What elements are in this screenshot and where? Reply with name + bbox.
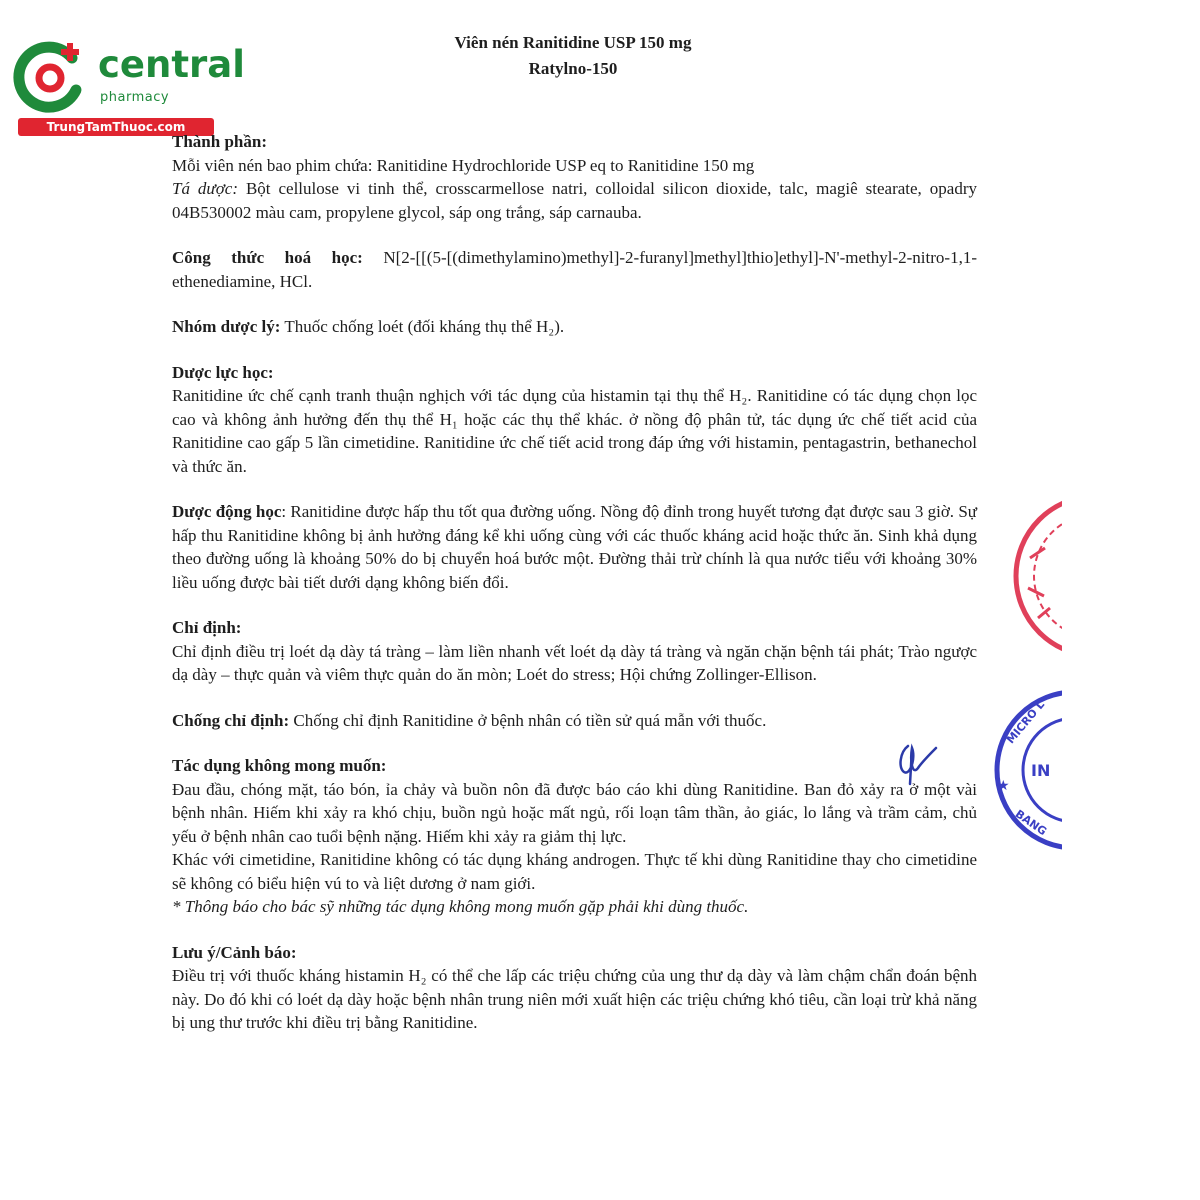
brand-sub: pharmacy xyxy=(100,90,170,105)
blue-stamp-icon xyxy=(985,690,1062,850)
section-heading: Lưu ý/Cảnh báo: xyxy=(172,942,297,962)
section-warnings xyxy=(172,941,977,1035)
brand-name: central xyxy=(98,43,245,86)
warnings-text: Điều trị với thuốc kháng histamin H₂ có thể che lấp các triệu chứng của ung thư dạ dày và làm chậm chẩn đoán bệnh này. Do đó khi có loét dạ dày hoặc bệnh nhân trung niên mới xuất hiện các triệu chứng khó tiêu, cần loại trừ khả năng bị ung thư trước khi điều trị bằng Ranitidine. xyxy=(172,966,977,1032)
contraindications-text: Chống chỉ định Ranitidine ở bệnh nhân có tiền sử quá mẫn với thuốc. xyxy=(289,710,767,730)
section-heading: Dược động học xyxy=(172,502,282,521)
section-composition xyxy=(172,130,977,224)
excipients-text: Bột cellulose vi tinh thể, crosscarmellose natri, colloidal silicon dioxide, talc, magiê stearate, opadry 04B530002 màu cam, propylene glycol, sáp ong trắng, sáp carnauba. xyxy=(172,179,977,222)
document-header xyxy=(0,30,1146,82)
section-side-effects xyxy=(172,754,977,919)
section-heading: Nhóm dược lý: xyxy=(172,317,281,336)
blue-stamp-star: ★ xyxy=(997,778,1010,794)
document-subtitle: Ratylno-150 xyxy=(528,59,618,78)
excipients-label: Tá dược: xyxy=(172,179,238,198)
section-heading: Chỉ định: xyxy=(172,618,242,637)
indications-text: Chỉ định điều trị loét dạ dày tá tràng – làm liền nhanh vết loét dạ dày tá tràng và ngăn chặn bệnh tái phát; Trào ngược dạ dày – thực quản và viêm thực quản do ăn mòn; Loét do stress; Hội chứng Zollinger-Ellison. xyxy=(172,641,977,684)
document-title: Viên nén Ranitidine USP 150 mg xyxy=(454,33,692,52)
section-chemical-formula xyxy=(172,246,977,293)
section-heading: Tác dụng không mong muốn: xyxy=(172,756,387,775)
composition-line: Mỗi viên nén bao phim chứa: Ranitidine Hydrochloride USP eq to Ranitidine 150 mg xyxy=(172,155,755,175)
pharmacodynamics-text: Ranitidine ức chế cạnh tranh thuận nghịch với tác dụng của histamin tại thụ thể H₂. Ranitidine có tác dụng chọn lọc cao và không ảnh hưởng đến thụ thể H₁ hoặc các thụ thể khác. ở nồng độ phân tử, tác dụng ức chế tiết acid của Ranitidine cao gấp 5 lần cimetidine. Ranitidine ức chế tiết acid trong đáp ứng với histamin, pentagastrin, bethanechol và thức ăn. xyxy=(172,386,977,476)
document-body xyxy=(172,130,977,1057)
chemical-formula-text: N[2-[[(5-[(dimethylamino)methyl]-2-furanyl]methyl]thio]ethyl]-N'-methyl-2-nitro-1,1-ethenediamine, HCl. xyxy=(172,248,977,291)
section-heading: Thành phần: xyxy=(172,132,267,151)
section-drug-group xyxy=(172,315,977,339)
section-pharmacokinetics xyxy=(172,500,977,594)
blue-stamp-bottom-text: BANG xyxy=(1012,807,1050,839)
side-effects-paragraph-2: Khác với cimetidine, Ranitidine không có tác dụng kháng androgen. Thực tế khi dùng Ranitidine thay cho cimetidine sẽ không có biểu hiện vú to và liệt dương ở nam giới. xyxy=(172,850,977,893)
pharmacokinetics-text: : Ranitidine được hấp thu tốt qua đường uống. Nồng độ đỉnh trong huyết tương đạt được sau 3 giờ. Sự hấp thu Ranitidine không bị ảnh hưởng đáng kể khi uống cùng với các thuốc kháng acid hoặc thức ăn. Sinh khả dụng theo đường uống là khoảng 50% do bị chuyển hoá bước một. Đường thải trừ chính là qua nước tiểu với khoảng 30% liều uống được bài tiết dưới dạng không biến đổi. xyxy=(172,502,977,592)
section-heading: Chống chỉ định: xyxy=(172,710,290,730)
side-effects-paragraph-1: Đau đầu, chóng mặt, táo bón, ỉa chảy và buồn nôn đã được báo cáo khi dùng Ranitidine. Ban đỏ xảy ra ở một vài bệnh nhân. Hiếm khi xảy ra khó chịu, buồn ngủ hoặc mất ngủ, rối loạn tâm thần, ảo giác, lo lắng và trầm cảm, chủ yếu ở bệnh nhân cao tuổi bệnh nặng. Hiếm khi xảy ra giảm thị lực. xyxy=(172,779,977,846)
blue-stamp-mid-text: IN xyxy=(1031,761,1051,780)
section-contraindications xyxy=(172,709,977,733)
section-indications xyxy=(172,616,977,687)
section-pharmacodynamics xyxy=(172,361,977,479)
section-heading: Dược lực học: xyxy=(172,362,274,382)
side-effects-note: * Thông báo cho bác sỹ những tác dụng không mong muốn gặp phải khi dùng thuốc. xyxy=(172,897,749,916)
section-heading: Công thức hoá học: xyxy=(172,248,363,267)
blue-stamp-ring-text: MICRO L xyxy=(1003,698,1048,747)
drug-group-text: Thuốc chống loét (đối kháng thụ thể H₂). xyxy=(280,317,565,336)
brand-site-link[interactable]: TrungTamThuoc.com xyxy=(18,118,214,136)
signature-icon xyxy=(890,738,940,788)
red-stamp-icon xyxy=(1010,488,1062,668)
excipients-paragraph xyxy=(172,177,977,224)
